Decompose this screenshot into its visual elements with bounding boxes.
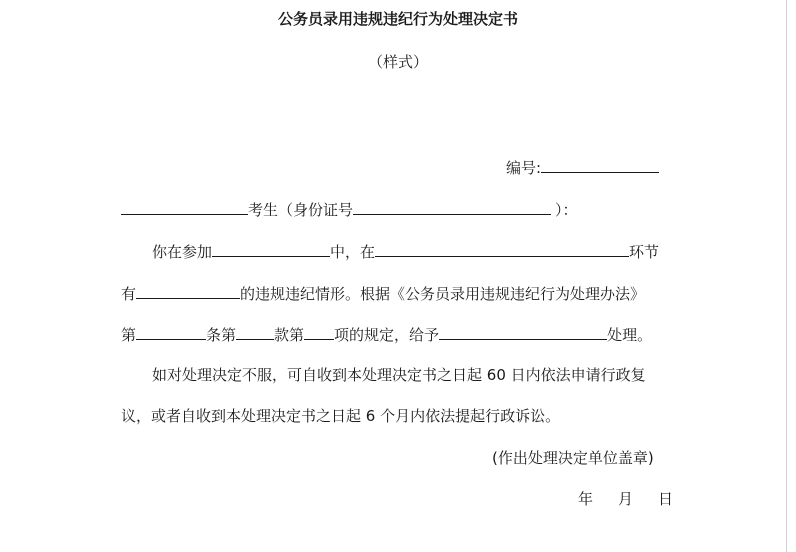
article-line bbox=[121, 323, 652, 345]
penalty-blank bbox=[439, 323, 607, 340]
violation-line bbox=[121, 282, 645, 304]
participate-prefix: 你在参加 bbox=[152, 243, 213, 261]
date-month: 月 bbox=[618, 490, 634, 508]
examinee-label: 考生（身份证号 bbox=[248, 201, 354, 219]
article-xiang: 项的规定，给予 bbox=[334, 326, 440, 344]
date-year: 年 bbox=[578, 490, 594, 508]
number-line bbox=[506, 156, 659, 178]
number-blank bbox=[541, 156, 659, 173]
examinee-name-blank bbox=[121, 198, 248, 215]
id-number-blank bbox=[353, 198, 551, 215]
document-title: 公务员录用违规违纪行为处理决定书 bbox=[277, 10, 518, 28]
participate-line bbox=[152, 240, 659, 262]
date-line bbox=[578, 489, 673, 509]
clause-blank bbox=[236, 323, 274, 340]
article-tiao: 条第 bbox=[206, 326, 237, 344]
participate-suffix: 环节 bbox=[629, 243, 660, 261]
participate-mid: 中，在 bbox=[330, 243, 376, 261]
exam-name-blank bbox=[212, 240, 330, 257]
page-right-border bbox=[786, 0, 787, 552]
examinee-close: ）： bbox=[555, 201, 578, 219]
seal-note: (作出处理决定单位盖章) bbox=[492, 449, 654, 467]
document-subtitle: （样式） bbox=[367, 53, 428, 71]
examinee-line bbox=[121, 198, 578, 220]
appeal-line-1: 如对处理决定不服，可自收到本处理决定书之日起 60 日内依法申请行政复 bbox=[152, 366, 646, 384]
violation-text: 的违规违纪情形。根据《公务员录用违规违纪行为处理办法》 bbox=[240, 285, 646, 303]
article-kuan: 款第 bbox=[274, 326, 305, 344]
article-di: 第 bbox=[121, 326, 137, 344]
violation-blank bbox=[136, 282, 240, 299]
number-label: 编号: bbox=[506, 159, 542, 177]
stage-blank bbox=[375, 240, 629, 257]
item-blank bbox=[304, 323, 334, 340]
article-chuli: 处理。 bbox=[607, 326, 653, 344]
appeal-line-2: 议，或者自收到本处理决定书之日起 6 个月内依法提起行政诉讼。 bbox=[121, 407, 561, 425]
date-day: 日 bbox=[658, 490, 674, 508]
violation-prefix: 有 bbox=[121, 285, 137, 303]
article-blank bbox=[136, 323, 206, 340]
